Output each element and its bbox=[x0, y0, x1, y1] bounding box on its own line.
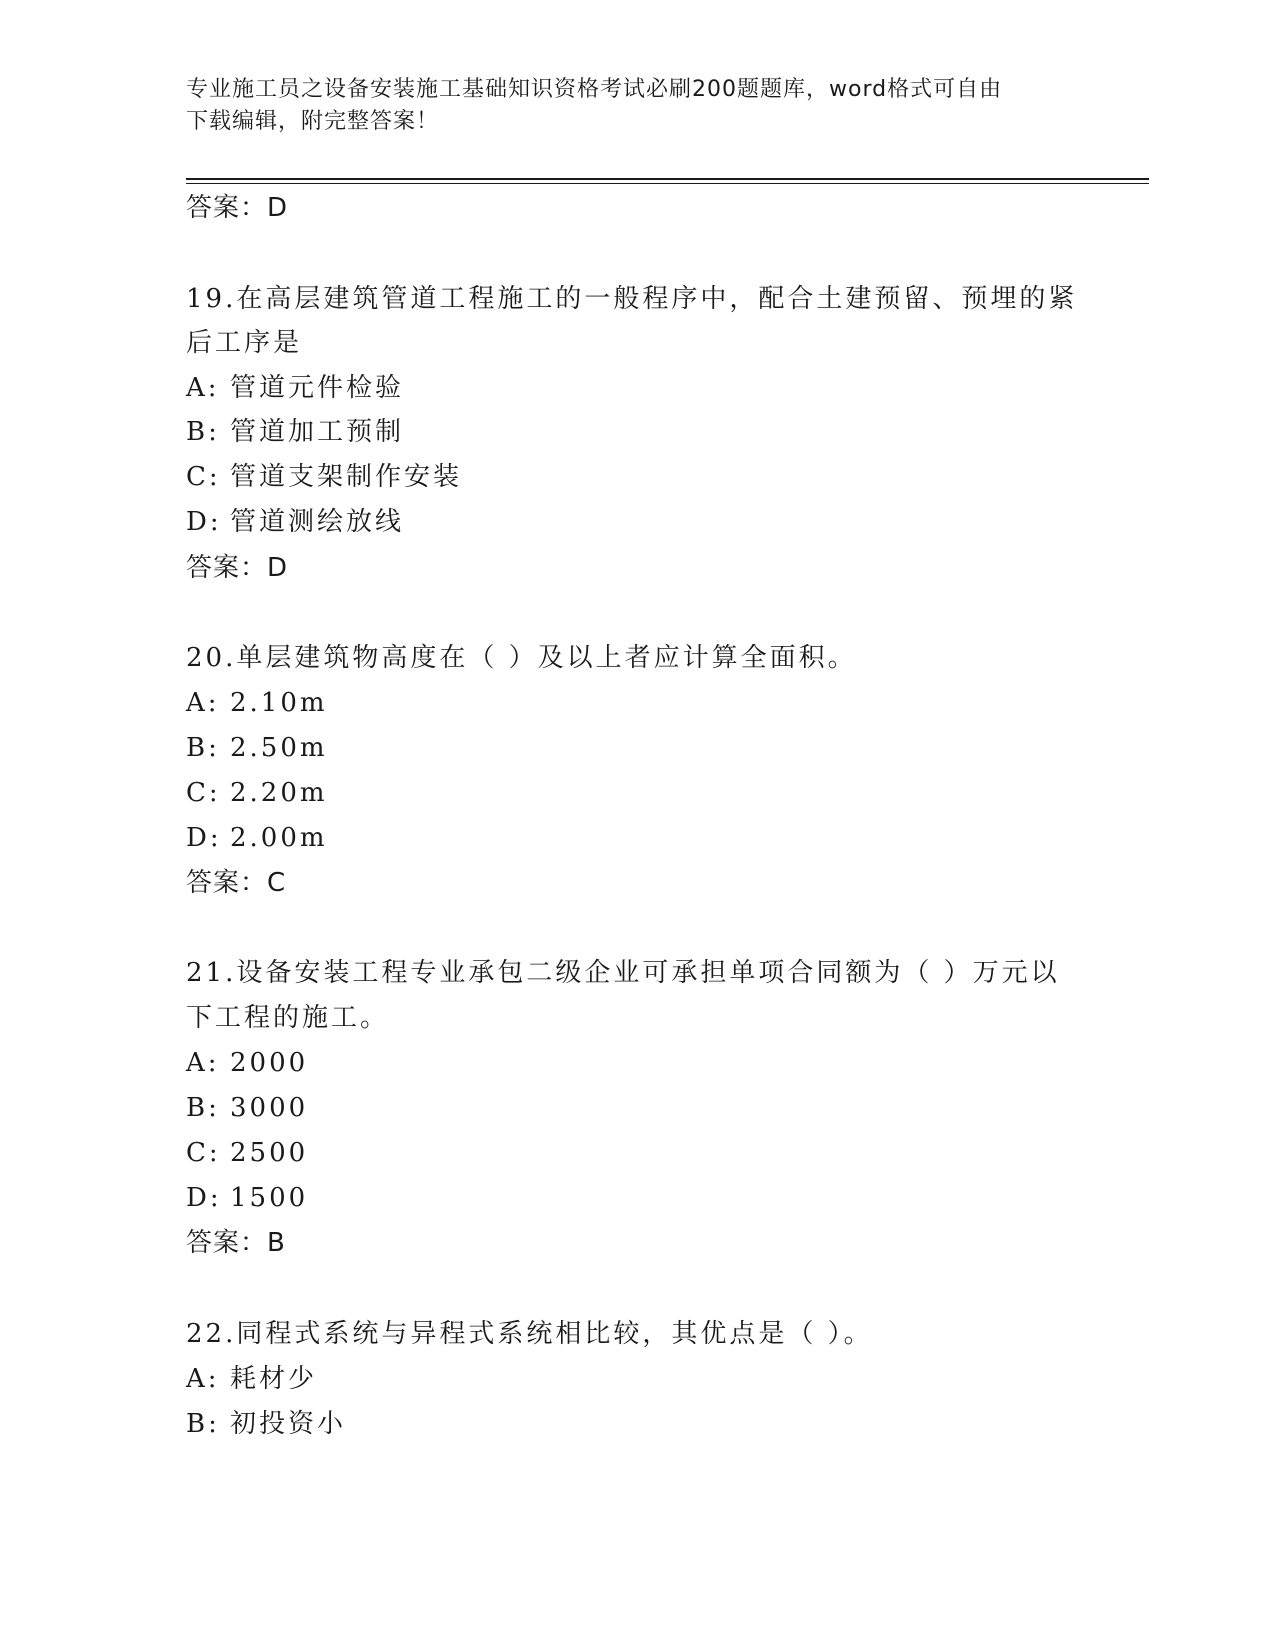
question-22-option-a bbox=[186, 1363, 317, 1395]
option-text: 耗材少 bbox=[230, 1364, 318, 1394]
option-key: A: bbox=[186, 688, 220, 718]
question-19-option-b bbox=[186, 416, 404, 448]
option-text: 2000 bbox=[230, 1048, 309, 1078]
option-text: 2.00m bbox=[230, 823, 328, 853]
question-21-option-b bbox=[186, 1092, 308, 1124]
question-21-option-a bbox=[186, 1047, 308, 1079]
option-key: C: bbox=[186, 778, 221, 808]
question-20-option-d bbox=[186, 822, 328, 854]
option-text: 2.50m bbox=[230, 733, 328, 763]
option-text: 初投资小 bbox=[230, 1409, 347, 1439]
option-text: 管道加工预制 bbox=[230, 417, 405, 447]
option-key: D: bbox=[186, 507, 222, 537]
question-21-stem-line-1: 21.设备安装工程专业承包二级企业可承担单项合同额为（ ）万元以 bbox=[186, 958, 1060, 988]
option-key: C: bbox=[186, 1138, 221, 1168]
question-19-option-c bbox=[186, 461, 462, 493]
question-19-answer: 答案：D bbox=[186, 553, 289, 583]
option-key: A: bbox=[186, 1048, 220, 1078]
question-20-stem-line-1: 20.单层建筑物高度在（ ）及以上者应计算全面积。 bbox=[186, 643, 857, 673]
option-text: 1500 bbox=[230, 1183, 309, 1213]
option-key: B: bbox=[186, 1093, 220, 1123]
header-line-2: 下载编辑，附完整答案！ bbox=[186, 109, 440, 134]
question-20-option-c bbox=[186, 777, 328, 809]
question-20-answer: 答案：C bbox=[186, 868, 287, 898]
option-text: 管道测绘放线 bbox=[230, 507, 405, 537]
option-key: B: bbox=[186, 1409, 220, 1439]
option-key: A: bbox=[186, 373, 220, 403]
question-20-option-a bbox=[186, 687, 328, 719]
option-key: B: bbox=[186, 417, 220, 447]
option-text: 2.10m bbox=[230, 688, 328, 718]
option-key: D: bbox=[186, 823, 222, 853]
question-22-option-b bbox=[186, 1408, 346, 1440]
answer-previous: 答案：D bbox=[186, 193, 289, 223]
option-key: C: bbox=[186, 462, 221, 492]
option-text: 管道元件检验 bbox=[230, 373, 405, 403]
option-text: 2.20m bbox=[230, 778, 328, 808]
question-21-option-d bbox=[186, 1182, 308, 1214]
question-21-answer: 答案：B bbox=[186, 1228, 286, 1258]
question-21-stem-line-2: 下工程的施工。 bbox=[186, 1003, 390, 1033]
header-line-1: 专业施工员之设备安装施工基础知识资格考试必刷200题题库，word格式可自由 bbox=[186, 77, 1003, 102]
question-20-option-b bbox=[186, 732, 328, 764]
question-19-stem-line-2: 后工序是 bbox=[186, 328, 303, 358]
question-21-option-c bbox=[186, 1137, 308, 1169]
option-text: 管道支架制作安装 bbox=[230, 462, 463, 492]
option-text: 2500 bbox=[230, 1138, 309, 1168]
question-19-stem-line-1: 19.在高层建筑管道工程施工的一般程序中，配合土建预留、预埋的紧 bbox=[186, 284, 1078, 314]
question-19-option-a bbox=[186, 372, 404, 404]
option-key: B: bbox=[186, 733, 220, 763]
question-22-stem-line-1: 22.同程式系统与异程式系统相比较，其优点是（ ）。 bbox=[186, 1319, 873, 1349]
question-19-option-d bbox=[186, 506, 404, 538]
option-key: A: bbox=[186, 1364, 220, 1394]
option-key: D: bbox=[186, 1183, 222, 1213]
option-text: 3000 bbox=[230, 1093, 309, 1123]
header-divider-thin bbox=[186, 183, 1149, 184]
header-divider bbox=[186, 178, 1149, 180]
document-header bbox=[186, 74, 1066, 138]
